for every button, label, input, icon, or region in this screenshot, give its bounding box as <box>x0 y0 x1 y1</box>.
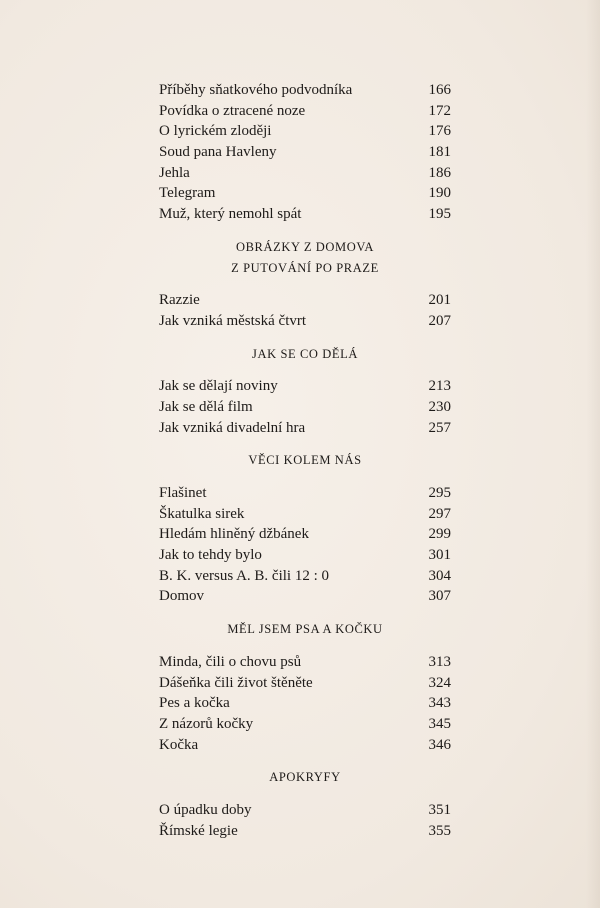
toc-entry-page-number: 345 <box>428 715 451 732</box>
toc-entry <box>159 142 451 163</box>
toc-entry <box>159 290 451 311</box>
toc-entry <box>159 101 451 122</box>
toc-entry-page-number: 355 <box>428 822 451 839</box>
toc-entry <box>159 735 451 756</box>
toc-entry-page-number: 257 <box>428 419 451 436</box>
toc-entry-title: B. K. versus A. B. čili 12 : 0 <box>159 567 330 584</box>
toc-entry <box>159 504 451 525</box>
toc-entry-page-number: 172 <box>428 102 451 119</box>
toc-entry-title: Jak se dělají noviny <box>159 378 278 395</box>
toc-entry-title: Soud pana Havleny <box>159 144 277 161</box>
toc-entry-page-number: 351 <box>428 801 451 818</box>
toc-entry <box>159 524 451 545</box>
section-spacer <box>159 788 451 800</box>
toc-entry-title: Kočka <box>159 736 199 753</box>
toc-entry-title: Jak to tehdy bylo <box>159 547 262 564</box>
toc-entry-page-number: 207 <box>428 312 451 329</box>
section-spacer <box>159 755 451 767</box>
toc-entry <box>159 397 451 418</box>
toc-entry-title: Povídka o ztracené noze <box>159 102 306 119</box>
section-heading: APOKRYFY <box>269 770 341 785</box>
toc-entry-title: Flašinet <box>159 485 207 501</box>
toc-entry-page-number: 176 <box>428 123 451 140</box>
toc-entry-title: Jak vzniká městská čtvrt <box>159 312 307 329</box>
toc-entry-page-number: 313 <box>428 653 451 670</box>
toc-entry-title: Jehla <box>159 164 190 181</box>
toc-entry <box>159 693 451 714</box>
toc-entry-page-number: 299 <box>428 526 451 543</box>
toc-entry-title: O lyrickém zloději <box>159 123 272 140</box>
toc-entry-title: Muž, který nemohl spát <box>159 206 302 223</box>
section-heading: OBRÁZKY Z DOMOVA <box>235 239 375 254</box>
toc-entry <box>159 800 451 821</box>
toc-entry <box>159 652 451 673</box>
section-heading: VĚCI KOLEM NÁS <box>248 453 362 468</box>
toc-entry-page-number: 324 <box>428 674 451 691</box>
section-heading: JAK SE CO DĚLÁ <box>252 346 358 361</box>
toc-entry-page-number: 230 <box>428 398 451 415</box>
toc-entry-title: Domov <box>159 588 204 605</box>
toc-entry-title: Hledám hliněný džbánek <box>159 526 309 543</box>
toc-entry-page-number: 343 <box>428 695 451 712</box>
toc-entry <box>159 566 451 587</box>
toc-entry <box>159 204 451 225</box>
toc-entry <box>159 673 451 694</box>
section-spacer <box>159 364 451 376</box>
toc-entry <box>159 80 451 101</box>
toc-entry-page-number: 301 <box>428 547 451 564</box>
section-spacer <box>159 438 451 450</box>
toc-entry <box>159 821 451 842</box>
toc-entry-page-number: 213 <box>428 378 451 395</box>
toc-entry <box>159 545 451 566</box>
toc-entry-title: Z názorů kočky <box>159 715 254 732</box>
toc-entry-page-number: 295 <box>428 485 451 501</box>
toc-entry-title: Telegram <box>159 185 216 202</box>
toc-entry <box>159 418 451 439</box>
toc-entry <box>159 714 451 735</box>
toc-entry-title: Římské legie <box>159 822 238 839</box>
toc-entry-page-number: 186 <box>428 164 451 181</box>
toc-entry-title: Škatulka sirek <box>159 505 245 522</box>
toc-entry-title: Jak se dělá film <box>159 398 253 415</box>
page-edge-shadow <box>586 0 600 908</box>
toc-entry <box>159 163 451 184</box>
toc-entry-page-number: 166 <box>428 82 451 98</box>
toc-entry <box>159 483 451 504</box>
section-spacer <box>159 471 451 483</box>
section-spacer <box>159 607 451 619</box>
section-spacer <box>159 332 451 344</box>
toc-entry-page-number: 201 <box>428 292 451 309</box>
toc-entry-title: Razzie <box>159 292 200 309</box>
toc-entry-title: Pes a kočka <box>159 695 230 712</box>
toc-entry-title: Minda, čili o chovu psů <box>159 653 302 670</box>
toc-entry-page-number: 181 <box>428 144 451 161</box>
section-spacer <box>159 225 451 237</box>
toc-entry-page-number: 307 <box>428 588 451 605</box>
toc-entry-page-number: 297 <box>428 505 451 522</box>
section-spacer <box>159 640 451 652</box>
toc-entry <box>159 311 451 332</box>
toc-entry-title: O úpadku doby <box>159 801 252 818</box>
toc-entry <box>159 586 451 607</box>
toc-entry-title: Příběhy sňatkového podvodníka <box>159 82 353 98</box>
toc-entry <box>159 183 451 204</box>
toc-entry-page-number: 190 <box>428 185 451 202</box>
toc-entry-title: Jak vzniká divadelní hra <box>159 419 306 436</box>
toc-entry-page-number: 195 <box>428 206 451 223</box>
section-spacer <box>159 278 451 290</box>
toc-entry-page-number: 346 <box>428 736 451 753</box>
toc-entry-title: Dášeňka čili život štěněte <box>159 674 313 691</box>
section-heading: MĚL JSEM PSA A KOČKU <box>227 622 383 637</box>
toc-entry-page-number: 304 <box>428 567 451 584</box>
table-of-contents <box>159 80 451 841</box>
toc-entry <box>159 121 451 142</box>
section-heading: Z PUTOVÁNÍ PO PRAZE <box>231 260 379 275</box>
toc-entry <box>159 376 451 397</box>
